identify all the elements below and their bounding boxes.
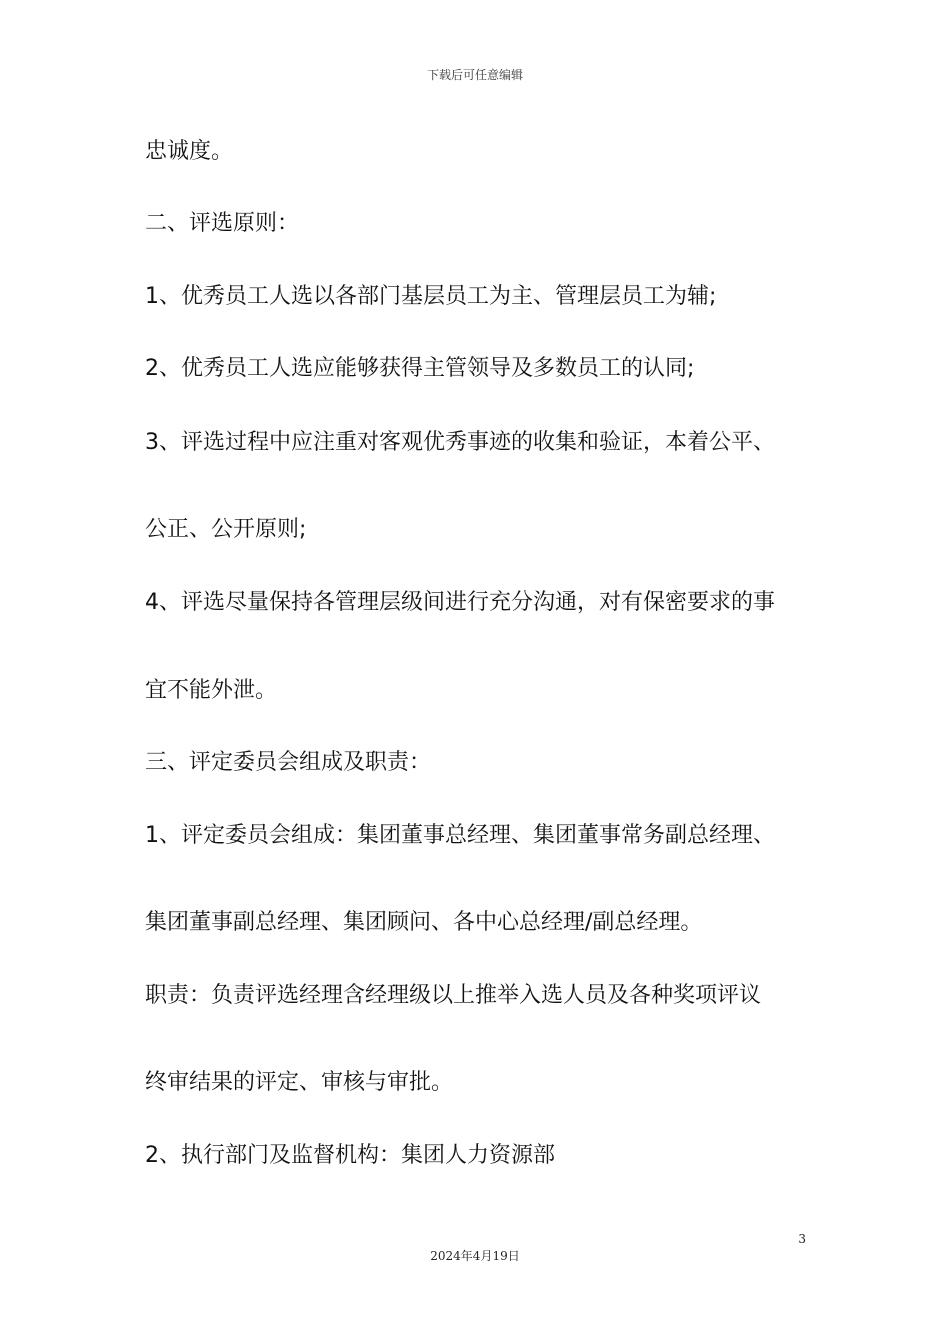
page-number: 3 [798,1232,806,1246]
footer-date: 2024年4月19日 [430,1249,520,1263]
paragraph-line: 2、优秀员工人选应能够获得主管领导及多数员工的认同; [145,356,695,381]
paragraph-line: 终审结果的评定、审核与审批。 [145,1070,454,1095]
paragraph-line: 2、执行部门及监督机构：集团人力资源部 [145,1143,555,1168]
section-heading: 二、评选原则： [145,211,300,236]
paragraph-line: 4、评选尽量保持各管理层级间进行充分沟通，对有保密要求的事 [145,590,775,615]
paragraph-line: 3、评选过程中应注重对客观优秀事迹的收集和验证，本着公平、 [145,430,775,455]
paragraph-line: 宜不能外泄。 [145,678,278,703]
paragraph-line: 公正、公开原则; [145,517,307,542]
section-heading: 三、评定委员会组成及职责： [145,750,432,775]
paragraph-line: 1、评定委员会组成：集团董事总经理、集团董事常务副总经理、 [145,823,775,848]
paragraph-line: 职责：负责评选经理含经理级以上推举入选人员及各种奖项评议 [145,983,762,1008]
paragraph-line: 集团董事副总经理、集团顾问、各中心总经理/副总经理。 [145,910,703,935]
page-header: 下载后可任意编辑 [426,68,523,82]
paragraph-line: 忠诚度。 [145,139,234,164]
paragraph-line: 1、优秀员工人选以各部门基层员工为主、管理层员工为辅; [145,284,717,309]
